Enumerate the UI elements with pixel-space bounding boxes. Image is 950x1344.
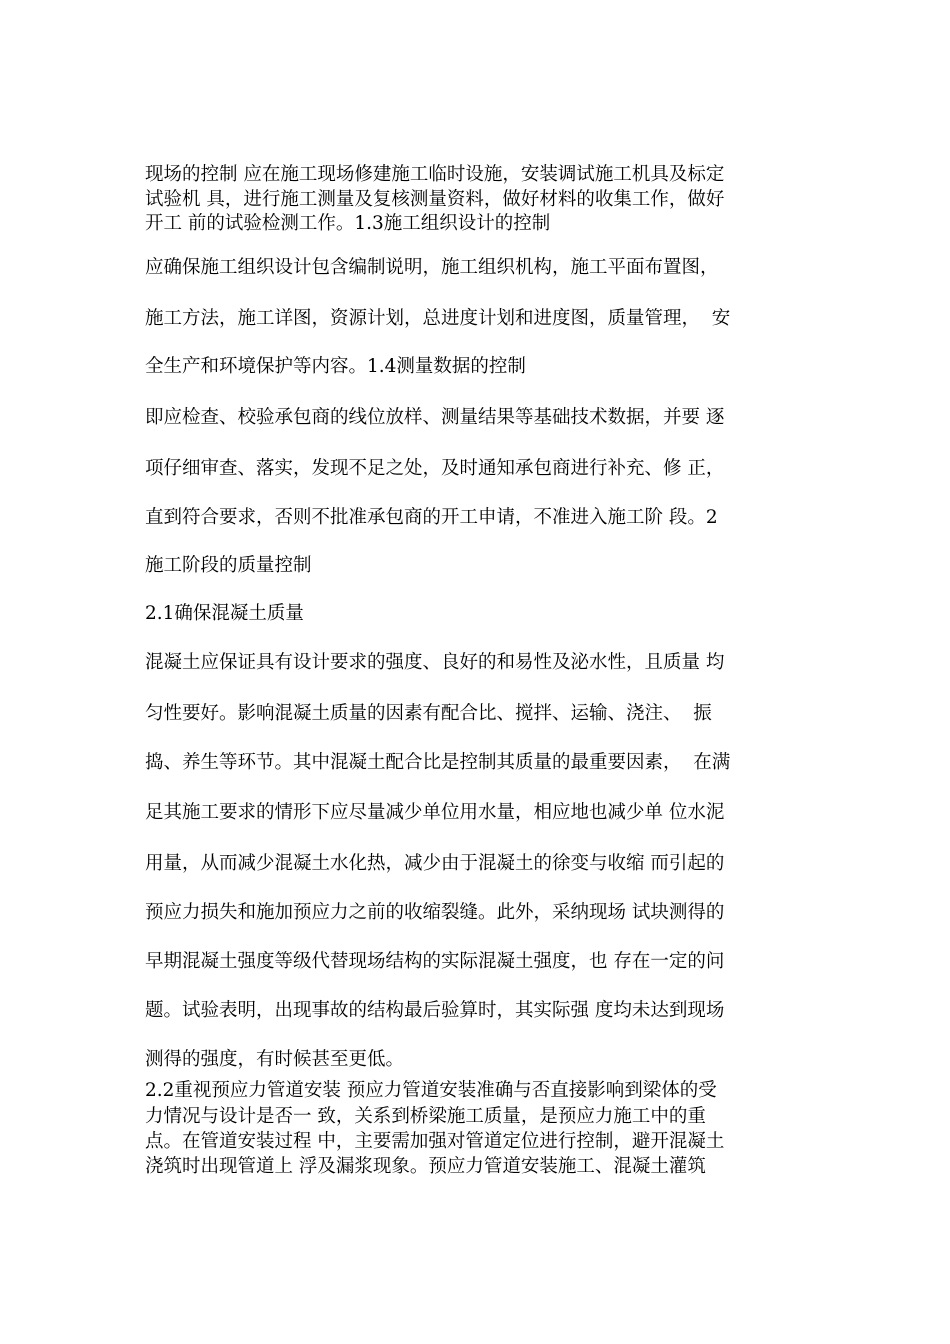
text-line: 全生产和环境保护等内容。1.4测量数据的控制 xyxy=(145,356,526,377)
text-line: 施工方法，施工详图，资源计划，总进度计划和进度图，质量管理， 安 xyxy=(145,308,731,329)
text-line: 2.2重视预应力管道安装 预应力管道安装准确与否直接影响到梁体的受 xyxy=(145,1080,717,1101)
text-line: 点。在管道安装过程 中，主要需加强对管道定位进行控制，避开混凝土 xyxy=(145,1131,725,1152)
text-line: 混凝土应保证具有设计要求的强度、良好的和易性及泌水性，且质量 均 xyxy=(145,652,725,673)
text-line: 项仔细审查、落实，发现不足之处，及时通知承包商进行补充、修 正， xyxy=(145,458,725,479)
text-line: 即应检查、校验承包商的线位放样、测量结果等基础技术数据，并要 逐 xyxy=(145,407,725,428)
text-line: 测得的强度，有时候甚至更低。 xyxy=(145,1049,405,1070)
text-line: 早期混凝土强度等级代替现场结构的实际混凝土强度，也 存在一定的问 xyxy=(145,951,725,972)
text-line: 预应力损失和施加预应力之前的收缩裂缝。此外，采纳现场 试块测得的 xyxy=(145,902,725,923)
text-line: 开工 前的试验检测工作。1.3施工组织设计的控制 xyxy=(145,213,551,234)
text-line: 题。试验表明，出现事故的结构最后验算时，其实际强 度均未达到现场 xyxy=(145,1000,725,1021)
text-line: 应确保施工组织设计包含编制说明，施工组织机构，施工平面布置图， xyxy=(145,257,719,278)
text-line: 直到符合要求，否则不批准承包商的开工申请，不准进入施工阶 段。2 xyxy=(145,507,718,528)
text-line: 用量，从而减少混凝土水化热，减少由于混凝土的徐变与收缩 而引起的 xyxy=(145,853,725,874)
text-line: 现场的控制 应在施工现场修建施工临时设施，安装调试施工机具及标定 xyxy=(145,164,725,185)
text-line: 施工阶段的质量控制 xyxy=(145,555,312,576)
text-line: 捣、养生等环节。其中混凝土配合比是控制其质量的最重要因素， 在满 xyxy=(145,752,731,773)
section-heading: 2.1确保混凝土质量 xyxy=(145,603,304,624)
text-line: 浇筑时出现管道上 浮及漏浆现象。预应力管道安装施工、混凝土灌筑 xyxy=(145,1156,706,1177)
text-line: 力情况与设计是否一 致，关系到桥梁施工质量，是预应力施工中的重 xyxy=(145,1106,706,1127)
text-line: 匀性要好。影响混凝土质量的因素有配合比、搅拌、运输、浇注、 振 xyxy=(145,703,712,724)
text-line: 试验机 具，进行施工测量及复核测量资料，做好材料的收集工作，做好 xyxy=(145,189,725,210)
text-line: 足其施工要求的情形下应尽量减少单位用水量，相应地也减少单 位水泥 xyxy=(145,802,725,823)
